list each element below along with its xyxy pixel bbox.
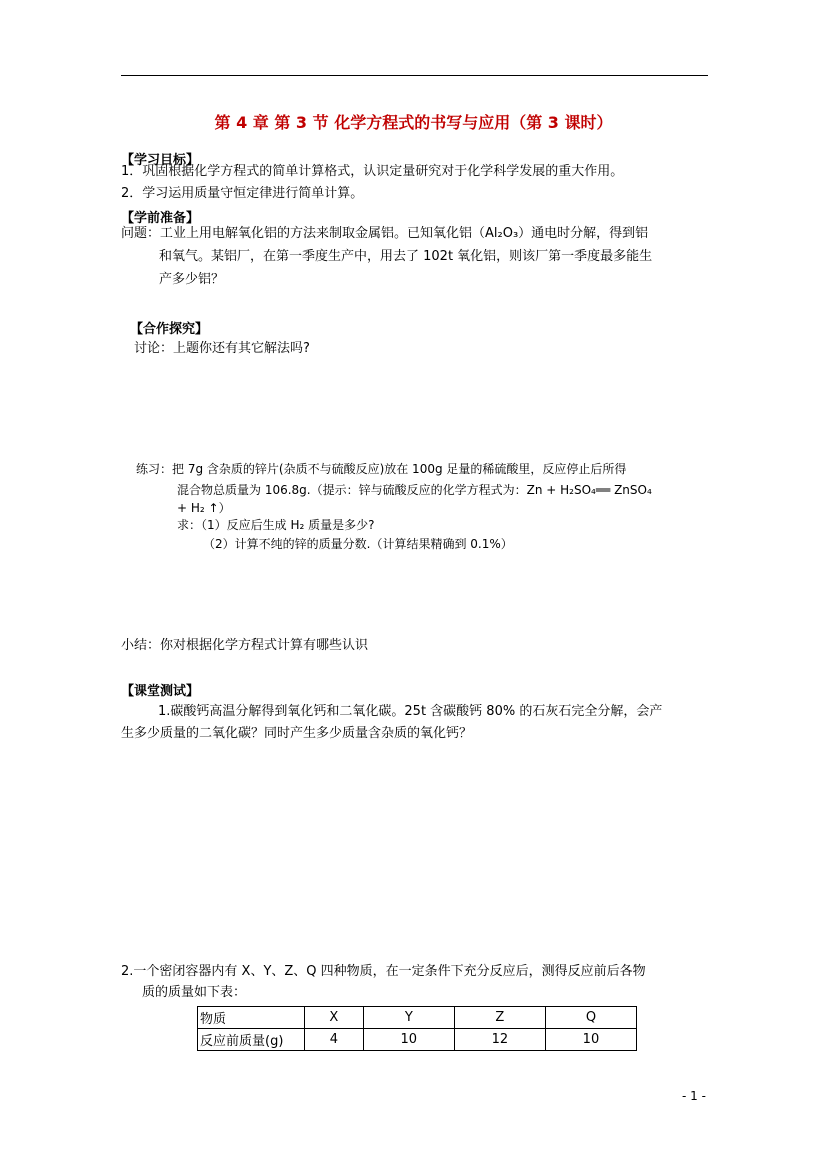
table-cell: 12 bbox=[454, 1029, 545, 1051]
test-question-1-line1: 1.碳酸钙高温分解得到氧化钙和二氧化碳。25t 含碳酸钙 80% 的石灰石完全分解，会产 bbox=[158, 704, 663, 719]
table-header-cell: X bbox=[305, 1007, 364, 1029]
table-cell: 4 bbox=[305, 1029, 364, 1051]
test-question-2-line2: 质的质量如下表： bbox=[142, 985, 247, 1000]
preparation-question-line1: 问题：工业上用电解氧化铝的方法来制取金属铝。已知氧化铝（Al₂O₃）通电时分解，得到铝 bbox=[121, 226, 649, 241]
preparation-question-line2: 和氧气。某铝厂，在第一季度生产中，用去了 102t 氧化铝，则该厂第一季度最多能生 bbox=[159, 249, 653, 264]
table-cell: 反应前质量(g) bbox=[198, 1029, 305, 1051]
objective-item-1: 1．巩固根据化学方程式的简单计算格式，认识定量研究对于化学科学发展的重大作用。 bbox=[121, 164, 624, 179]
mass-table bbox=[197, 1006, 637, 1051]
preparation-question-line3: 产多少铝？ bbox=[159, 272, 225, 287]
practice-line2: 混合物总质量为 106.8g.（提示：锌与硫酸反应的化学方程式为：Zn + H₂SO₄══ ZnSO₄ bbox=[177, 483, 652, 497]
table-header-cell: 物质 bbox=[198, 1007, 305, 1029]
objectives-heading: 【学习目标】 bbox=[121, 153, 200, 168]
test-heading: 【课堂测试】 bbox=[121, 684, 200, 699]
table-header-row bbox=[198, 1007, 637, 1029]
test-question-1-line2: 生多少质量的二氧化碳？同时产生多少质量含杂质的氧化钙？ bbox=[121, 726, 473, 741]
discussion-text: 讨论：上题你还有其它解法吗? bbox=[134, 341, 310, 356]
test-question-2-line1: 2.一个密闭容器内有 X、Y、Z、Q 四种物质，在一定条件下充分反应后，测得反应前后各物 bbox=[121, 964, 646, 979]
page-title: 第 4 章 第 3 节 化学方程式的书写与应用（第 3 课时） bbox=[214, 113, 613, 132]
table-header-cell: Q bbox=[545, 1007, 636, 1029]
practice-line3: + H₂ ↑） bbox=[177, 501, 231, 515]
table-cell: 10 bbox=[545, 1029, 636, 1051]
practice-question-2: （2）计算不纯的锌的质量分数.（计算结果精确到 0.1%） bbox=[203, 537, 513, 551]
practice-line1: 练习：把 7g 含杂质的锌片(杂质不与硫酸反应)放在 100g 足量的稀硫酸里，反应停止后所得 bbox=[136, 462, 627, 476]
objective-item-2: 2．学习运用质量守恒定律进行简单计算。 bbox=[121, 186, 364, 201]
preparation-heading: 【学前准备】 bbox=[121, 211, 200, 226]
table-row bbox=[198, 1029, 637, 1051]
page-number: - 1 - bbox=[682, 1089, 706, 1103]
practice-question-1: 求：（1）反应后生成 H₂ 质量是多少? bbox=[177, 518, 375, 532]
cooperation-heading: 【合作探究】 bbox=[130, 322, 209, 337]
summary-text: 小结：你对根据化学方程式计算有哪些认识 bbox=[121, 638, 369, 653]
header-rule bbox=[121, 75, 708, 76]
table-cell: 10 bbox=[363, 1029, 454, 1051]
table-header-cell: Y bbox=[363, 1007, 454, 1029]
table-header-cell: Z bbox=[454, 1007, 545, 1029]
